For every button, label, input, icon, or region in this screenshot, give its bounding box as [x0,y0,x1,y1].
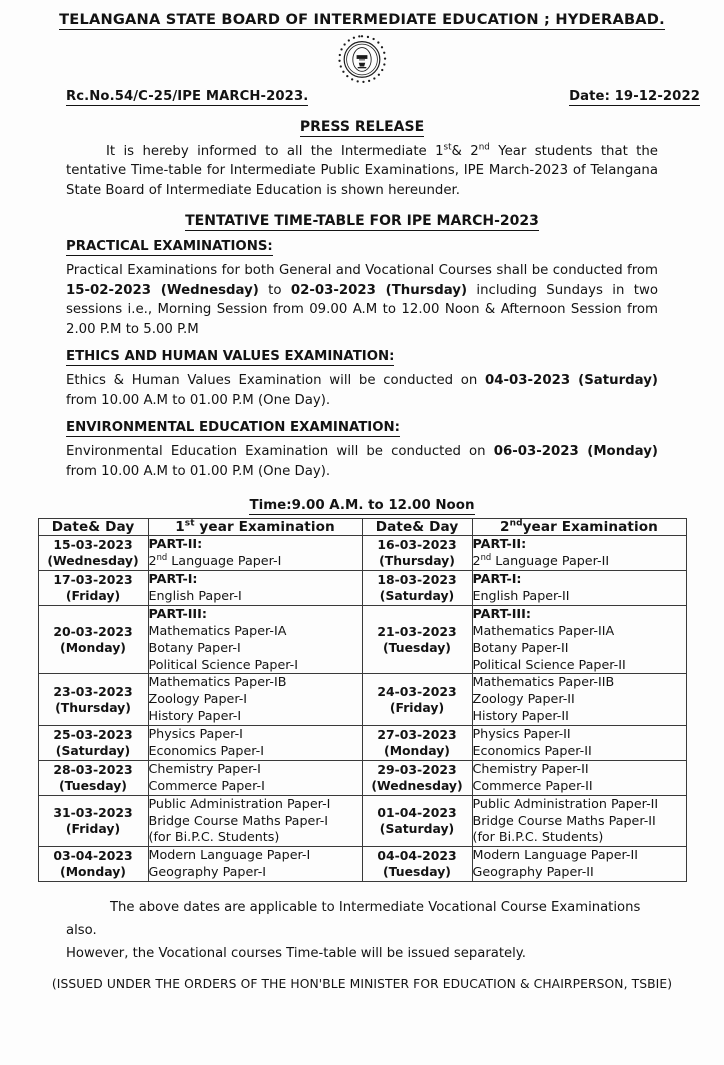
year2-num: 2 [500,519,510,536]
intro-text-mid: & 2 [451,143,479,159]
table-row [38,536,686,571]
exam-date-cell-year1 [38,726,148,761]
exam-subjects-cell-year1 [148,760,362,795]
exam-date: 16-03-2023 [377,537,457,553]
exam-subject-line: Mathematics Paper-IB [148,674,287,690]
exam-date-cell-year1 [38,674,148,726]
exam-date-cell-year2 [362,760,472,795]
exam-day: (Wednesday) [371,777,463,793]
exam-subject-line: Geography Paper-I [148,864,267,880]
footer-notes [66,896,658,965]
page-title-text: TELANGANA STATE BOARD OF INTERMEDIATE EDUCATION ; HYDERABAD. [59,11,665,28]
exam-date-cell-year2 [362,605,472,674]
exam-date: 31-03-2023 [53,805,133,821]
reference-number [16,89,308,104]
exam-subjects-cell-year2 [472,760,686,795]
exam-date: 15-03-2023 [53,537,133,553]
ethics-bold-1: 04-03-2023 (Saturday) [485,373,658,389]
exam-date: 17-03-2023 [53,572,133,588]
exam-subject-line: Public Administration Paper-II [472,795,659,811]
exam-subjects-cell-year1 [148,571,362,606]
exam-date-cell-year1 [38,795,148,847]
exam-subject-line: Modern Language Paper-II [472,847,638,863]
exam-subject-line: Public Administration Paper-I [148,795,331,811]
timetable-heading-text: TENTATIVE TIME-TABLE FOR IPE MARCH-2023 [185,213,539,230]
exam-date-cell-year1 [38,605,148,674]
exam-part-label: PART-II: [148,536,203,552]
exam-subject-line: History Paper-I [148,708,242,724]
section-heading-practical-text: PRACTICAL EXAMINATIONS: [66,239,273,255]
exam-subject-line: Economics Paper-II [472,743,592,759]
exam-time-line-text: Time:9.00 A.M. to 12.00 Noon [249,498,475,514]
exam-subject-line: Geography Paper-II [472,864,594,880]
exam-day: (Monday) [384,743,450,759]
exam-subjects-cell-year2 [472,536,686,571]
exam-day: (Friday) [65,588,121,604]
exam-date-cell-year2 [362,726,472,761]
environmental-text-2: from 10.00 A.M to 01.00 P.M (One Day). [66,463,331,479]
issue-date [569,89,708,104]
page-title [16,0,708,29]
exam-day: (Saturday) [379,821,455,837]
section-heading-ethics [66,349,708,364]
exam-day: (Monday) [60,864,126,880]
exam-date-cell-year2 [362,674,472,726]
exam-date: 27-03-2023 [377,727,457,743]
exam-date-cell-year1 [38,847,148,882]
practical-bold-2: 02-03-2023 (Thursday) [290,282,468,298]
table-row [38,674,686,726]
exam-day: (Monday) [60,639,126,655]
exam-subject-line: (for Bi.P.C. Students) [148,829,280,845]
exam-day: (Friday) [389,699,445,715]
exam-date-cell-year2 [362,795,472,847]
exam-date: 21-03-2023 [377,623,457,639]
exam-date-cell-year1 [38,760,148,795]
reference-number-text: Rc.No.54/C-25/IPE MARCH-2023. [66,88,309,104]
exam-date-cell-year1 [38,571,148,606]
environmental-bold-1: 06-03-2023 (Monday) [493,444,658,460]
press-release-heading-text: PRESS RELEASE [299,118,425,135]
exam-subject-line: Bridge Course Maths Paper-II [472,812,656,828]
exam-day: (Thursday) [379,553,455,569]
exam-subjects-cell-year2 [472,795,686,847]
exam-subjects-cell-year2 [472,674,686,726]
section-body-practical [66,261,658,339]
exam-day: (Friday) [65,821,121,837]
press-release-heading [16,119,708,135]
exam-date-cell-year1 [38,536,148,571]
practical-text-1: Practical Examinations for both General and Vocational Courses shall be conducted from [66,263,658,279]
issue-date-text: Date: 19-12-2022 [569,88,700,104]
exam-subject-line: Economics Paper-I [148,743,264,759]
exam-date: 01-04-2023 [377,805,457,821]
col-header-year2-exam [472,519,686,536]
exam-subject-line: History Paper-II [472,708,569,724]
exam-subject-line: Mathematics Paper-IIB [472,674,615,690]
year1-num: 1 [175,519,185,536]
exam-part-label: PART-III: [472,605,531,621]
reference-date-row [16,89,708,104]
exam-subject-line: Chemistry Paper-I [148,760,261,776]
table-row [38,726,686,761]
emblem-container [16,33,708,87]
exam-subjects-cell-year1 [148,605,362,674]
board-seal-emblem-icon [335,33,389,87]
col-header-year1-exam [148,519,362,536]
exam-subject-line: Mathematics Paper-IA [148,622,287,638]
exam-timetable [38,518,687,882]
exam-subject-line: Chemistry Paper-II [472,760,589,776]
exam-day: (Tuesday) [59,777,127,793]
exam-subjects-cell-year1 [148,795,362,847]
exam-date: 18-03-2023 [377,572,457,588]
section-body-ethics [66,371,658,410]
exam-date-cell-year2 [362,571,472,606]
ethics-text-1: Ethics & Human Values Examination will be conducted on [66,373,486,389]
year1-sup: st [184,518,195,529]
exam-subject-line: Zoology Paper-II [472,691,575,707]
exam-date-cell-year2 [362,536,472,571]
practical-text-2: to [258,282,291,298]
exam-subject-line: Zoology Paper-I [148,691,248,707]
exam-subjects-cell-year2 [472,726,686,761]
exam-date: 24-03-2023 [377,683,457,699]
section-heading-ethics-text: ETHICS AND HUMAN VALUES EXAMINATION: [66,349,395,365]
exam-subject-line: Physics Paper-I [148,726,243,742]
exam-part-label: PART-II: [472,536,527,552]
exam-date-cell-year2 [362,847,472,882]
exam-subject-line: 2nd Language Paper-I [148,552,282,569]
intro-sup-first: st [443,142,452,153]
exam-date: 29-03-2023 [377,761,457,777]
section-heading-practical [66,239,708,254]
exam-subjects-cell-year1 [148,847,362,882]
col-header-date-day-2: Date& Day [362,519,472,536]
practical-text-3: including Sundays in two sessions i.e., Morning Session from 09.00 A.M to 12.00 Noon & Afternoon Session from 2.00 P.M to 5.00 P.M [66,282,658,337]
table-row [38,795,686,847]
exam-subjects-cell-year2 [472,847,686,882]
intro-paragraph [66,142,658,201]
col-header-date-day-1: Date& Day [38,519,148,536]
exam-subject-line: Botany Paper-I [148,639,241,655]
exam-day: (Saturday) [379,588,455,604]
table-row [38,571,686,606]
exam-date: 23-03-2023 [53,683,133,699]
exam-time-line [16,498,708,513]
exam-date: 20-03-2023 [53,623,133,639]
exam-subject-line: Commerce Paper-II [472,777,593,793]
exam-subject-line: Mathematics Paper-IIA [472,622,615,638]
exam-subject-line: Bridge Course Maths Paper-I [148,812,329,828]
practical-bold-1: 15-02-2023 (Wednesday) [66,282,259,298]
exam-subject-line: Botany Paper-II [472,639,569,655]
exam-date: 25-03-2023 [53,727,133,743]
exam-subjects-cell-year1 [148,674,362,726]
exam-subject-line: (for Bi.P.C. Students) [472,829,604,845]
table-body [38,536,686,882]
footer-line-2: However, the Vocational courses Time-table will be issued separately. [66,946,526,962]
exam-subjects-cell-year1 [148,536,362,571]
exam-date: 04-04-2023 [377,848,457,864]
exam-part-label: PART-I: [472,571,522,587]
table-row [38,605,686,674]
table-head [38,519,686,536]
year2-rest: year Examination [522,519,658,536]
year1-rest: year Examination [194,519,335,536]
footer-issuing-authority: (ISSUED UNDER THE ORDERS OF THE HON'BLE MINISTER FOR EDUCATION & CHAIRPERSON, TSBIE) [51,977,673,992]
intro-sup-second: nd [478,142,490,153]
exam-day: (Thursday) [55,699,131,715]
exam-subjects-cell-year2 [472,605,686,674]
intro-text-suffix: Year students that the tentative Time-table for Intermediate Public Examinations, IPE March-2023 of Telangana State Board of Intermediate Education is shown hereunder. [66,143,658,198]
exam-subject-line: English Paper-II [472,588,570,604]
exam-subject-line: Commerce Paper-I [148,777,265,793]
section-heading-environmental-text: ENVIRONMENTAL EDUCATION EXAMINATION: [66,420,400,436]
exam-subject-line: Modern Language Paper-I [148,847,311,863]
table-row [38,847,686,882]
section-heading-environmental [66,420,708,435]
exam-subject-line: English Paper-I [148,588,242,604]
exam-day: (Tuesday) [383,864,451,880]
exam-day: (Tuesday) [383,639,451,655]
year2-sup: nd [509,518,523,529]
exam-day: (Wednesday) [47,553,139,569]
timetable-heading [16,213,708,229]
exam-day: (Saturday) [55,743,131,759]
exam-date: 03-04-2023 [53,848,133,864]
table-row [38,760,686,795]
ethics-text-2: from 10.00 A.M to 01.00 P.M (One Day). [66,392,331,408]
intro-text-prefix: It is hereby informed to all the Intermediate 1 [106,143,444,159]
exam-date: 28-03-2023 [53,761,133,777]
exam-subjects-cell-year2 [472,571,686,606]
table-header-row [38,519,686,536]
exam-subject-line: Political Science Paper-I [148,656,298,672]
exam-subject-line: 2nd Language Paper-II [472,552,610,569]
exam-subject-line: Political Science Paper-II [472,656,626,672]
exam-part-label: PART-I: [148,571,198,587]
environmental-text-1: Environmental Education Examination will be conducted on [66,444,494,460]
exam-subjects-cell-year1 [148,726,362,761]
exam-part-label: PART-III: [148,605,207,621]
footer-line-1: The above dates are applicable to Intermediate Vocational Course Examinations also. [66,900,641,939]
exam-subject-line: Physics Paper-II [472,726,571,742]
section-body-environmental [66,442,658,481]
